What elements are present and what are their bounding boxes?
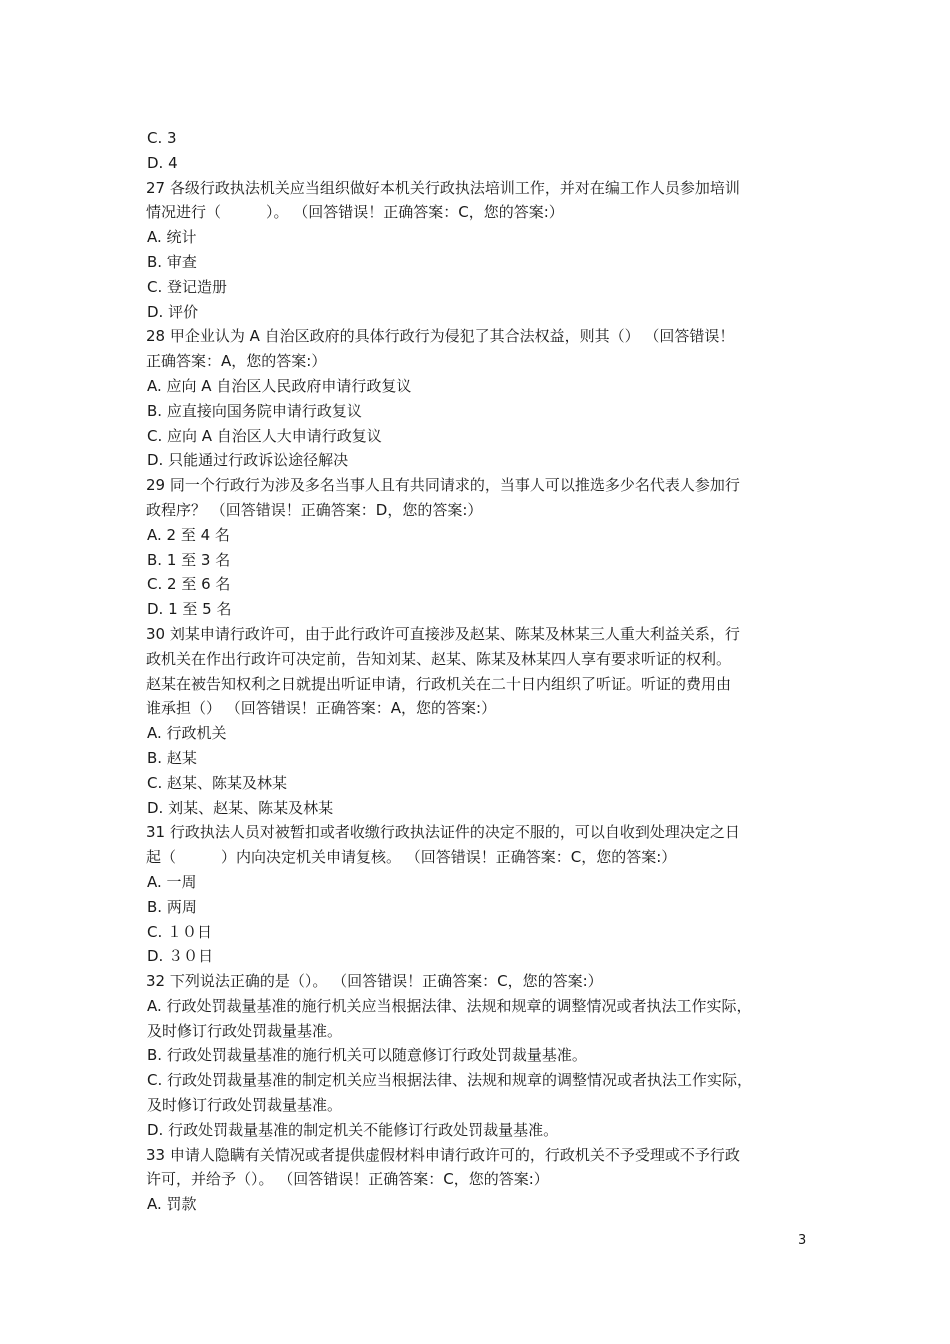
question-text-line: 政程序？ （回答错误！正确答案：D，您的答案:） bbox=[146, 500, 483, 519]
answer-option-line: A. 一周 bbox=[147, 872, 197, 891]
answer-option-line: B. 两周 bbox=[147, 897, 197, 916]
answer-option-line: C. 2 至 6 名 bbox=[147, 575, 231, 594]
question-text-line: 政机关在作出行政许可决定前，告知刘某、赵某、陈某及林某四人享有要求听证的权利。 bbox=[146, 649, 732, 668]
answer-option-line: C. 行政处罚裁量基准的制定机关应当根据法律、法规和规章的调整情况或者执法工作实际， bbox=[147, 1071, 753, 1090]
answer-option-line: D. 行政处罚裁量基准的制定机关不能修订行政处罚裁量基准。 bbox=[147, 1120, 559, 1139]
answer-option-line: A. 2 至 4 名 bbox=[147, 525, 230, 544]
answer-option-line: A. 行政处罚裁量基准的施行机关应当根据法律、法规和规章的调整情况或者执法工作实际， bbox=[147, 996, 752, 1015]
document-body bbox=[146, 126, 818, 1217]
answer-option-line: C. 登记造册 bbox=[147, 277, 228, 296]
question-text-line: 29 同一个行政行为涉及多名当事人且有共同请求的，当事人可以推选多少名代表人参加行 bbox=[146, 476, 740, 495]
question-text-line: 33 申请人隐瞒有关情况或者提供虚假材料申请行政许可的，行政机关不予受理或不予行政 bbox=[146, 1145, 740, 1164]
page-number: 3 bbox=[798, 1233, 807, 1248]
answer-option-line: A. 行政机关 bbox=[147, 724, 227, 743]
question-text-line: 27 各级行政执法机关应当组织做好本机关行政执法培训工作，并对在编工作人员参加培训 bbox=[146, 178, 740, 197]
answer-option-line: B. 应直接向国务院申请行政复议 bbox=[147, 401, 362, 420]
question-text-line: 许可，并给予（）。 （回答错误！正确答案：C，您的答案:） bbox=[146, 1170, 549, 1189]
answer-option-line: C. １０日 bbox=[147, 922, 213, 941]
answer-option-line: B. 审查 bbox=[147, 252, 197, 271]
question-text-line: 30 刘某申请行政许可，由于此行政许可直接涉及赵某、陈某及林某三人重大利益关系，行 bbox=[146, 624, 740, 643]
answer-option-line: D. 1 至 5 名 bbox=[147, 600, 232, 619]
answer-option-line: D. ３０日 bbox=[147, 947, 214, 966]
question-text-line: 起（ ）内向决定机关申请复核。 （回答错误！正确答案：C，您的答案:） bbox=[146, 848, 677, 867]
question-text-line: 32 下列说法正确的是（）。 （回答错误！正确答案：C，您的答案:） bbox=[146, 972, 603, 991]
question-text-line: 28 甲企业认为 A 自治区政府的具体行政行为侵犯了其合法权益，则其（） （回答错误！ bbox=[146, 327, 735, 346]
answer-option-line: B. 赵某 bbox=[147, 748, 197, 767]
question-text-line: 谁承担（） （回答错误！正确答案：A，您的答案:） bbox=[146, 699, 497, 718]
question-text-line: 赵某在被告知权利之日就提出听证申请，行政机关在二十日内组织了听证。听证的费用由 bbox=[146, 674, 732, 693]
answer-option-line: 及时修订行政处罚裁量基准。 bbox=[147, 1096, 343, 1115]
answer-option-line: A. 罚款 bbox=[147, 1195, 197, 1214]
answer-option-line: A. 统计 bbox=[147, 228, 197, 247]
answer-option-line: 及时修订行政处罚裁量基准。 bbox=[147, 1021, 343, 1040]
question-text-line: 31 行政执法人员对被暂扣或者收缴行政执法证件的决定不服的，可以自收到处理决定之日 bbox=[146, 823, 740, 842]
answer-option-line: D. 评价 bbox=[147, 302, 199, 321]
answer-option-line: C. 3 bbox=[147, 129, 177, 147]
answer-option-line: B. 1 至 3 名 bbox=[147, 550, 231, 569]
question-text-line: 情况进行（ ）。 （回答错误！正确答案：C，您的答案:） bbox=[146, 203, 564, 222]
answer-option-line: D. 刘某、赵某、陈某及林某 bbox=[147, 798, 334, 817]
answer-option-line: B. 行政处罚裁量基准的施行机关可以随意修订行政处罚裁量基准。 bbox=[147, 1046, 587, 1065]
answer-option-line: A. 应向 A 自治区人民政府申请行政复议 bbox=[147, 376, 412, 395]
answer-option-line: D. 只能通过行政诉讼途径解决 bbox=[147, 451, 349, 470]
question-text-line: 正确答案：A，您的答案:） bbox=[146, 352, 327, 371]
answer-option-line: C. 赵某、陈某及林某 bbox=[147, 773, 288, 792]
answer-option-line: D. 4 bbox=[147, 153, 178, 172]
answer-option-line: C. 应向 A 自治区人大申请行政复议 bbox=[147, 426, 382, 445]
